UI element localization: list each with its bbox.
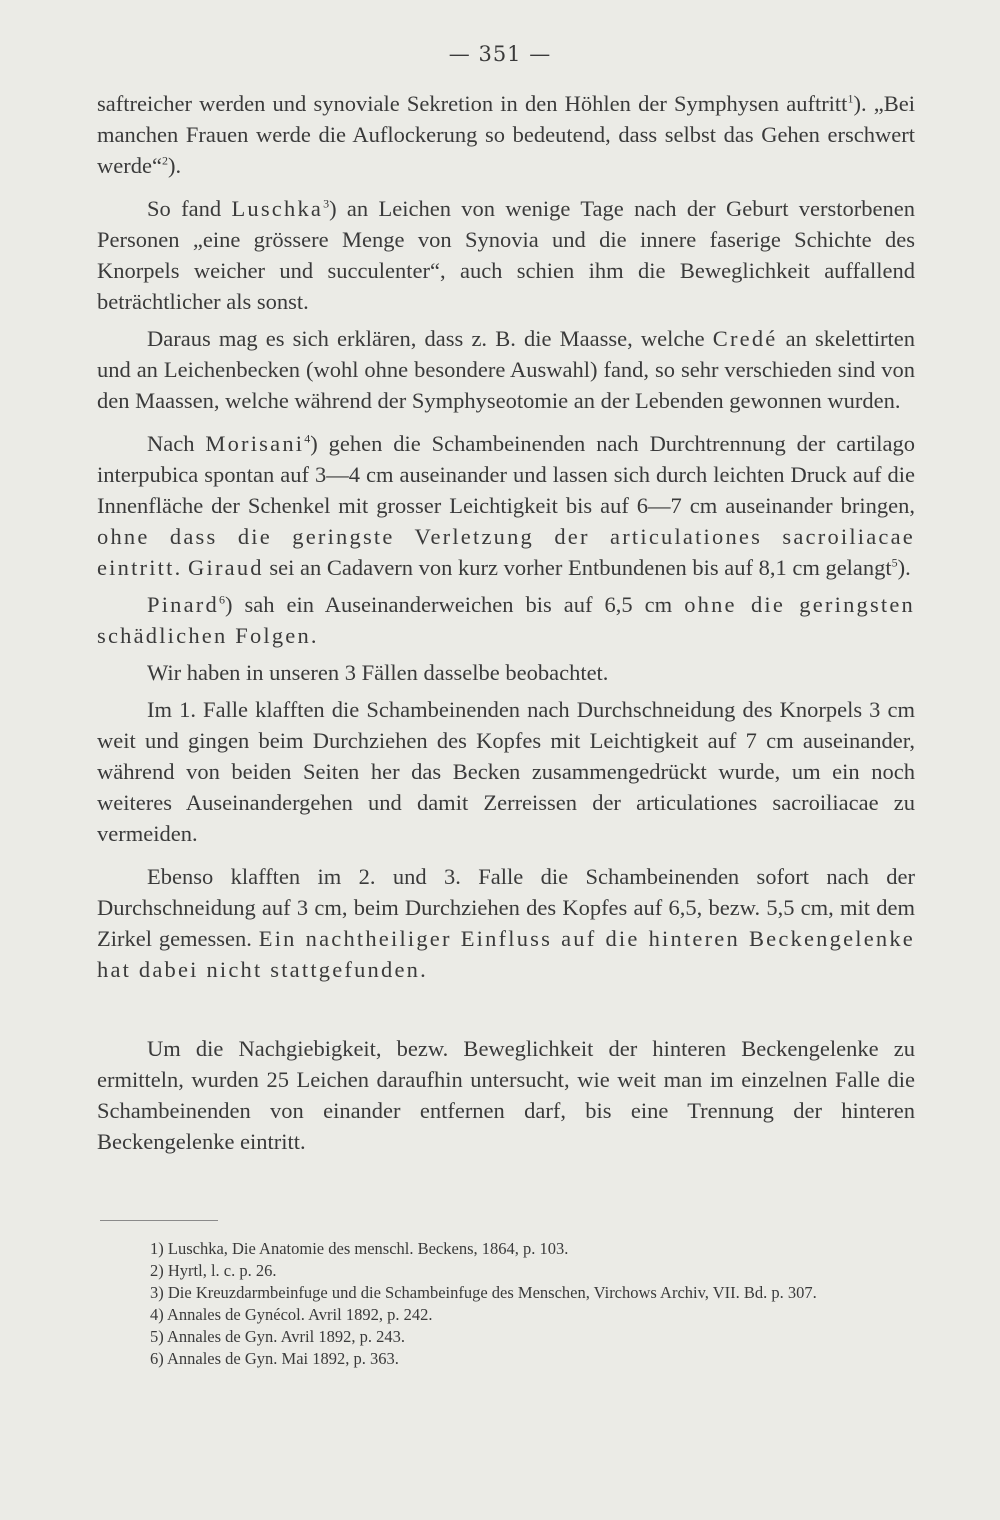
text-run: ) gehen die Schambeinenden nach Durchtrennung der cartilago interpubica spontan auf 3—4 cm auseinander und lassen sich durch leichten Druck auf die Innenfläche der Schenkel mit grosser Leichtigkeit bis auf 6—7 cm auseinander bringen, <box>97 431 915 518</box>
footnote-6: 6) Annales de Gyn. Mai 1892, p. 363. <box>150 1349 399 1368</box>
page-number: — 351 — <box>448 42 552 66</box>
paragraph-8 <box>97 861 915 985</box>
text-run: sei an Cadavern von kurz vorher Entbundenen bis auf 8,1 cm gelangt <box>263 555 892 580</box>
paragraph-2 <box>97 193 915 317</box>
text-run: Daraus mag es sich erklären, dass z. B. die Maasse, welche <box>147 326 713 351</box>
text-run: So fand <box>147 196 232 221</box>
author-name: Credé <box>712 326 778 351</box>
footnote-1: 1) Luschka, Die Anatomie des menschl. Beckens, 1864, p. 103. <box>150 1239 569 1258</box>
paragraph-5 <box>97 589 915 651</box>
text-run: Nach <box>147 431 206 456</box>
footnote-4: 4) Annales de Gynécol. Avril 1892, p. 242. <box>150 1305 433 1324</box>
text-run: ) an Leichen von wenige Tage nach der Geburt verstorbenen Personen „eine grössere Menge von Synovia und die innere faserige Schichte des Knorpels weicher und succulenter“, auch schien ihm die Beweglichkeit auffallend beträchtlicher als sonst. <box>97 196 916 314</box>
paragraph-6: Wir haben in unseren 3 Fällen dasselbe beobachtet. <box>147 660 609 685</box>
author-name: Luschka <box>231 196 324 221</box>
emphasized-text: Ein nachtheiliger Einfluss auf die hinteren Beckengelenke hat dabei nicht stattgefunden. <box>97 926 915 982</box>
footnote-ref: 5 <box>891 555 898 570</box>
paragraph-1 <box>97 88 915 181</box>
footnote-5: 5) Annales de Gyn. Avril 1892, p. 243. <box>150 1327 405 1346</box>
text-run: Ebenso klafften im 2. und 3. Falle die Schambeinenden sofort nach der Durchschneidung auf 3 cm, beim Durchziehen des Kopfes auf 6,5, bezw. 5,5 cm, mit dem Zirkel gemessen. <box>97 864 915 951</box>
footnote-separator <box>100 1220 218 1221</box>
author-name: Pinard <box>147 592 219 617</box>
emphasized-text: ohne dass die geringste Verletzung der articulationes sacroiliacae eintritt. <box>97 524 915 580</box>
text-run: ). <box>167 153 182 178</box>
author-name: Giraud <box>188 555 264 580</box>
footnote-3: 3) Die Kreuzdarmbeinfuge und die Schambeinfuge des Menschen, Virchows Archiv, VII. Bd. p. 307. <box>150 1283 817 1302</box>
footnote-ref: 6 <box>218 592 225 607</box>
footnotes <box>102 1238 918 1370</box>
text-run: saftreicher werden und synoviale Sekretion in den Höhlen der Symphysen auftritt <box>97 91 848 116</box>
paragraph-3 <box>97 323 915 416</box>
body-text <box>97 88 915 1157</box>
author-name: Morisani <box>205 431 305 456</box>
text-run: an skelettirten und an Leichenbecken (wohl ohne besondere Auswahl) fand, so sehr verschieden sind von den Maassen, welche während der Symphyseotomie an der Lebenden gewonnen wurden. <box>97 326 916 413</box>
footnote-ref: 2 <box>161 153 168 168</box>
paragraph-7: Im 1. Falle klafften die Schambeinenden nach Durchschneidung des Knorpels 3 cm weit und gingen beim Durchziehen des Kopfes mit Leichtigkeit auf 7 cm auseinander, während von beiden Seiten her das Becken zusammengedrückt wurde, um ein noch weiteres Auseinandergehen und damit Zerreissen der articulationes sacroiliacae zu vermeiden. <box>97 697 915 846</box>
paragraph-9: Um die Nachgiebigkeit, bezw. Beweglichkeit der hinteren Beckengelenke zu ermitteln, wurden 25 Leichen daraufhin untersucht, wie weit man im einzelnen Falle die Schambeinenden von einander entfernen darf, bis eine Trennung der hinteren Beckengelenke eintritt. <box>97 1036 915 1154</box>
footnote-2: 2) Hyrtl, l. c. p. 26. <box>150 1261 277 1280</box>
footnote-ref: 3 <box>323 196 330 211</box>
footnote-ref: 1 <box>847 91 854 106</box>
text-run: ). „Bei manchen Frauen werde die Auflockerung so bedeutend, dass selbst das Gehen erschwert werde“ <box>97 91 915 178</box>
text-run: ). <box>897 555 911 580</box>
footnote-ref: 4 <box>304 431 311 446</box>
paragraph-4 <box>97 428 915 583</box>
emphasized-text: ohne die geringsten schädlichen Folgen. <box>97 592 916 648</box>
text-run: ) sah ein Auseinanderweichen bis auf 6,5 cm <box>224 592 685 617</box>
